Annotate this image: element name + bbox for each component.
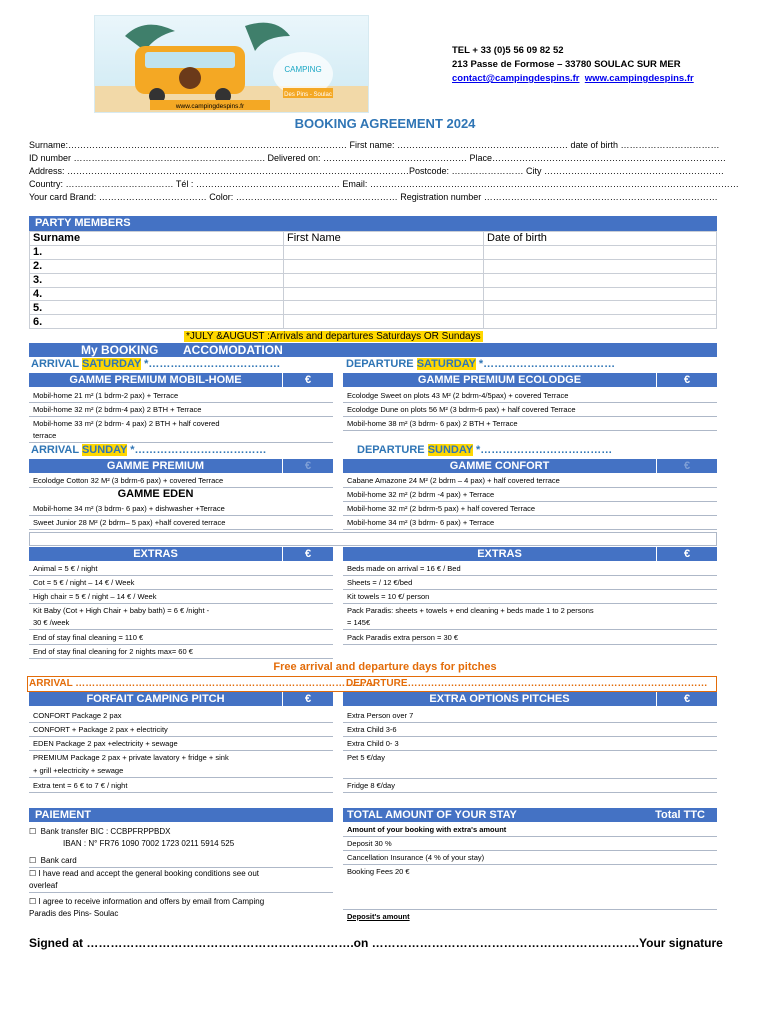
- list-item: Sweet Junior 28 M² (2 bdrm– 5 pax) +half covered terrace: [29, 517, 333, 530]
- party-row-4: 4.: [30, 287, 284, 301]
- free-days-note: Free arrival and departure days for pitches: [273, 661, 497, 673]
- camper-van-icon: [95, 16, 369, 113]
- country-line[interactable]: Country: ……………………………… Tél : ………………………………………… Email: ……………………………………………………………………………………………………………: [29, 179, 739, 189]
- pitch-arrival[interactable]: ARRIVAL ………………………………………………………………………………: [29, 678, 376, 689]
- list-item: Mobil-home 34 m² (3 bdrm- 6 pax) + dishwasher +Terrace: [29, 503, 333, 516]
- gamme-premium-header: GAMME PREMIUM: [29, 459, 282, 473]
- premium-ecolodge-header: GAMME PREMIUM ECOLODGE: [343, 373, 656, 387]
- total-title: TOTAL AMOUNT OF YOUR STAY: [347, 809, 517, 821]
- list-item: Cabane Amazone 24 M² (2 bdrm – 4 pax) + half covered terrace: [343, 475, 717, 488]
- camping-logo: [94, 15, 369, 113]
- list-item: CONFORT Package 2 pax: [29, 710, 333, 723]
- paiement-options: [29, 855, 333, 920]
- booking-fees: Booking Fees 20 €: [343, 866, 717, 910]
- agree-conditions-cont: overleaf: [29, 880, 333, 893]
- party-first-3[interactable]: [284, 273, 484, 287]
- extra-options-euro: €: [657, 692, 717, 706]
- surname-line[interactable]: Surname:………………………………………………………………………………… First name: ………………………………………………… date of birth ……………………………: [29, 140, 720, 150]
- july-august-note: *JULY &AUGUST :Arrivals and departures Saturdays OR Sundays: [186, 331, 481, 342]
- list-item: Mobil-home 21 m² (1 bdrm-2 pax) + Terrace: [29, 390, 333, 403]
- gamme-premium-euro: €: [283, 459, 333, 473]
- party-dob-2[interactable]: [484, 259, 717, 273]
- gamme-confort-euro: €: [657, 459, 717, 473]
- arrival-saturday[interactable]: ARRIVAL SATURDAY *………………………………: [31, 358, 281, 370]
- party-dob-6[interactable]: [484, 315, 717, 329]
- list-item: End of stay final cleaning for 2 nights max= 60 €: [29, 646, 333, 659]
- deposit-amount: Deposit's amount: [347, 912, 410, 921]
- party-row-1: 1.: [30, 245, 284, 259]
- list-item: Beds made on arrival = 16 € / Bed: [343, 563, 717, 576]
- list-item: High chair = 5 € / night – 14 € / Week: [29, 591, 333, 604]
- list-item: Ecolodge Cotton 32 M² (3 bdrm-6 pax) + covered Terrace: [29, 475, 333, 488]
- party-dob-4[interactable]: [484, 287, 717, 301]
- contact-tel: TEL + 33 (0)5 56 09 82 52: [452, 45, 564, 56]
- extras-right-euro: €: [657, 547, 717, 561]
- list-item: EDEN Package 2 pax +electricity + sewage: [29, 738, 333, 751]
- list-item: Mobil-home 38 m² (3 bdrm- 6 pax) 2 BTH + Terrace: [343, 418, 717, 431]
- bank-card-option[interactable]: ☐ Bank card: [29, 855, 333, 868]
- pitch-departure[interactable]: DEPARTURE………………………………………………………………………………: [346, 678, 708, 689]
- party-dob-3[interactable]: [484, 273, 717, 287]
- list-item: + grill +electricity + sewage: [29, 765, 333, 778]
- extra-options-header: EXTRA OPTIONS PITCHES: [343, 692, 656, 706]
- list-item: Ecolodge Dune on plots 56 M² (3 bdrm-6 pax) + half covered Terrace: [343, 404, 717, 417]
- arrival-sunday[interactable]: ARRIVAL SUNDAY *………………………………: [31, 444, 267, 456]
- list-item: Extra Person over 7: [343, 710, 717, 723]
- contact-email-link[interactable]: contact@campingdespins.fr: [452, 73, 580, 84]
- party-row-3: 3.: [30, 273, 284, 287]
- checkbox-icon[interactable]: ☐: [29, 869, 37, 878]
- extras-right-header: EXTRAS: [343, 547, 656, 561]
- my-booking-label: My BOOKING: [81, 343, 159, 357]
- list-item: Sheets = / 12 €/bed: [343, 577, 717, 590]
- extras-left-header: EXTRAS: [29, 547, 282, 561]
- paiement-header: PAIEMENT: [29, 808, 333, 822]
- list-item: Extra Child 3-6: [343, 724, 717, 737]
- list-item: Mobil-home 32 m² (2 bdrm -4 pax) + Terrace: [343, 489, 717, 502]
- list-item: Kit Baby (Cot + High Chair + baby bath) = 6 € /night -: [33, 606, 210, 615]
- list-item: 30 € /week: [29, 617, 333, 630]
- total-ttc: Total TTC: [655, 809, 705, 821]
- list-item: Kit towels = 10 €/ person: [343, 591, 717, 604]
- svg-text:Des Pins - Soulac: Des Pins - Soulac: [284, 92, 332, 98]
- extras-left-euro: €: [283, 547, 333, 561]
- total-header: [343, 808, 717, 822]
- agree-offers-option[interactable]: ☐ I agree to receive information and offers by email from Camping: [29, 897, 265, 906]
- list-item: = 145€: [343, 617, 717, 630]
- gamme-confort-header: GAMME CONFORT: [343, 459, 656, 473]
- col-first-name: First Name: [284, 232, 484, 246]
- iban-text: IBAN : N° FR76 1090 7002 1723 0211 5914 525: [63, 839, 235, 848]
- party-members-header: PARTY MEMBERS: [29, 216, 717, 231]
- list-item: PREMIUM Package 2 pax + private lavatory + fridge + sink: [33, 753, 229, 762]
- list-item: Pack Paradis: sheets + towels + end cleaning + beds made 1 to 2 persons: [347, 606, 594, 615]
- gamme-eden-title: GAMME EDEN: [117, 488, 194, 500]
- party-dob-1[interactable]: [484, 245, 717, 259]
- party-first-1[interactable]: [284, 245, 484, 259]
- cancellation-insurance: Cancellation Insurance (4 % of your stay): [343, 852, 717, 865]
- forfait-euro: €: [283, 692, 333, 706]
- checkbox-icon[interactable]: ☐: [29, 856, 37, 865]
- list-item: Cot = 5 € / night – 14 € / Week: [29, 577, 333, 590]
- departure-saturday[interactable]: DEPARTURE SATURDAY *………………………………: [346, 358, 616, 370]
- list-item: Mobil-home 33 m² (2 bdrm- 4 pax) 2 BTH + half covered: [33, 419, 220, 428]
- party-dob-5[interactable]: [484, 301, 717, 315]
- svg-text:www.campingdespins.fr: www.campingdespins.fr: [175, 103, 245, 110]
- checkbox-icon[interactable]: ☐: [29, 897, 37, 906]
- premium-mobilhome-euro: €: [283, 373, 333, 387]
- agree-offers-cont: Paradis des Pins- Soulac: [29, 909, 119, 918]
- contact-block: [452, 44, 694, 86]
- deposit-30: Deposit 30 %: [343, 838, 717, 851]
- list-item: Mobil-home 32 m² (2 bdrm-4 pax) 2 BTH + Terrace: [29, 404, 333, 417]
- card-line[interactable]: Your card Brand: ……………………………… Color: ……………………………………………… Registration number ……………………………………………………………………: [29, 192, 718, 202]
- party-row-6: 6.: [30, 315, 284, 329]
- party-first-4[interactable]: [284, 287, 484, 301]
- party-first-6[interactable]: [284, 315, 484, 329]
- list-item: Extra Child 0- 3: [343, 738, 717, 751]
- departure-sunday[interactable]: DEPARTURE SUNDAY *………………………………: [357, 444, 613, 456]
- party-row-5: 5.: [30, 301, 284, 315]
- party-row-2: 2.: [30, 259, 284, 273]
- agree-conditions-option[interactable]: ☐ I have read and accept the general booking conditions see out: [29, 869, 260, 878]
- list-item: CONFORT + Package 2 pax + electricity: [29, 724, 333, 737]
- list-item: Pack Paradis extra person = 30 €: [343, 632, 717, 645]
- list-item: Fridge 8 €/day: [343, 780, 717, 793]
- accomodation-label: ACCOMODATION: [183, 343, 283, 357]
- address-line[interactable]: Address: ……………………………………………………………………………………………………Postcode: …………………… City ……………………………………………………: [29, 166, 725, 176]
- amount-booking: Amount of your booking with extra's amount: [343, 824, 717, 837]
- list-item: End of stay final cleaning = 110 €: [29, 632, 333, 645]
- list-item: Pet 5 €/day: [343, 752, 717, 779]
- booking-bar: [29, 343, 717, 357]
- list-item: Mobil-home 34 m² (3 bdrm- 6 pax) + Terrace: [343, 517, 717, 530]
- col-date-of-birth: Date of birth: [484, 232, 717, 246]
- contact-address: 213 Passe de Formose – 33780 SOULAC SUR MER: [452, 59, 681, 70]
- signature-line[interactable]: Signed at ………………………………………………………….on ………………………………………………………….Your signature: [29, 936, 723, 950]
- party-first-5[interactable]: [284, 301, 484, 315]
- list-item: Ecolodge Sweet on plots 43 M² (2 bdrm-4/5pax) + covered Terrace: [343, 390, 717, 403]
- id-line[interactable]: ID number ………………………………………………………. Delivered on: ………………………………………… Place……………………………………………………………………: [29, 153, 727, 163]
- premium-ecolodge-euro: €: [657, 373, 717, 387]
- document-title: BOOKING AGREEMENT 2024: [294, 116, 476, 131]
- list-item: Animal = 5 € / night: [29, 563, 333, 576]
- paiement-block: [29, 826, 234, 850]
- separator-box: [29, 532, 717, 546]
- col-surname: Surname: [30, 232, 284, 246]
- bank-transfer-option[interactable]: ☐ Bank transfer BIC : CCBPFRPPBDX: [29, 827, 171, 836]
- checkbox-icon[interactable]: ☐: [29, 827, 37, 836]
- svg-text:CAMPING: CAMPING: [284, 65, 322, 74]
- contact-website-link[interactable]: www.campingdespins.fr: [584, 73, 694, 84]
- list-item: Mobil-home 32 m² (2 bdrm-5 pax) + half covered Terrace: [343, 503, 717, 516]
- premium-mobilhome-header: GAMME PREMIUM MOBIL-HOME: [29, 373, 282, 387]
- party-members-table: [29, 231, 717, 329]
- party-first-2[interactable]: [284, 259, 484, 273]
- list-item: terrace: [29, 430, 333, 443]
- forfait-header: FORFAIT CAMPING PITCH: [29, 692, 282, 706]
- list-item: Extra tent = 6 € to 7 € / night: [29, 780, 333, 793]
